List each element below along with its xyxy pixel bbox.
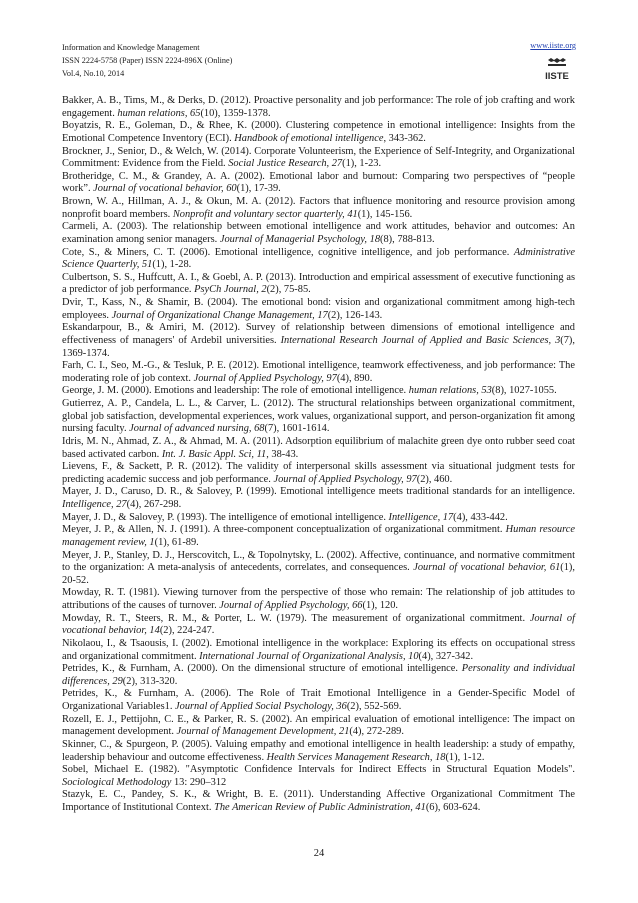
reference-text: Mowday, R. T. (1981). Viewing turnover from the perspective of those who remain: The relationship of job attitudes to attributions of the causes of turnover. <box>62 587 575 611</box>
reference-text: Rozell, E. J., Pettijohn, C. E., & Parker, R. S. (2002). An empirical evaluation of emotional intelligence: The impact on management development. <box>62 713 575 738</box>
reference-entry <box>62 436 575 461</box>
reference-entry <box>62 247 575 272</box>
reference-entry <box>62 120 575 145</box>
reference-text: Lievens, F., & Sackett, P. R. (2012). The validity of interpersonal skills assessment via situational judgment tests for predicting academic success and job performance. <box>62 461 575 485</box>
reference-pages: (8), 788-813. <box>380 233 435 245</box>
reference-pages: (1), 17-39. <box>236 183 281 195</box>
reference-entry <box>62 196 575 221</box>
reference-text: Brotheridge, C. M., & Grandey, A. A. (2002). Emotional labor and burnout: Comparing two perspectives of “people work”. <box>62 170 575 195</box>
reference-text: Petrides, K., & Furnham, A. (2000). On the dimensional structure of emotional intelligence. <box>62 663 462 675</box>
reference-pages: (1), 1-28. <box>152 259 192 271</box>
reference-entry <box>62 461 575 486</box>
reference-pages: (2), 313-320. <box>122 675 178 687</box>
reference-pages: (4), 272-289. <box>349 726 404 738</box>
reference-text: Meyer, J. P., Stanley, D. J., Herscovitch, L., & Topolnytsky, L. (2002). Affective, continuance, and normative commitment to the organization: A meta-analysis of antecedents, correlates, and consequences. <box>62 549 575 574</box>
reference-pages: (4), 890. <box>336 372 373 384</box>
reference-pages: (1), 145-156. <box>357 208 413 220</box>
reference-source: Journal of Management Development, 21 <box>176 726 350 738</box>
reference-text: Stazyk, E. C., Pandey, S. K., & Wright, B. E. (2011). Understanding Affective Organizational Commitment The Importance of Institutional Context. <box>62 789 575 813</box>
reference-pages: , 38-43. <box>266 448 299 460</box>
reference-pages: (4), 433-442. <box>453 511 508 523</box>
reference-text: Boyatzis, R. E., Goleman, D., & Rhee, K. (2000). Clustering competence in emotional intelligence: Insights from the Emotional Competence Inventory (ECI). <box>62 120 575 144</box>
reference-text: Sobel, Michael E. (1982). "Asymptotic Confidence Intervals for Indirect Effects in Structural Equation Models". <box>62 764 575 776</box>
reference-source: Journal of Applied Social Psychology, 36 <box>175 701 347 712</box>
reference-source: Int. J. Basic Appl. Sci, 11 <box>161 448 267 460</box>
reference-source: International Journal of Organizational Analysis, 10 <box>199 650 419 662</box>
reference-text: Mayer, J. D., Caruso, D. R., & Salovey, P. (1999). Emotional intelligence meets traditional standards for an intelligence. <box>62 486 575 498</box>
reference-source: Personality and individual differences, 29 <box>62 663 575 687</box>
reference-entry <box>62 638 575 663</box>
reference-pages: (1), 1-23. <box>342 158 382 170</box>
reference-source: Journal of Organizational Change Management, 17 <box>111 309 328 321</box>
reference-source: Journal of vocational behavior, 61 <box>413 562 561 574</box>
reference-entry <box>62 714 575 739</box>
journal-url-link[interactable]: www.iiste.org <box>530 41 576 50</box>
page-number: 24 <box>313 848 325 859</box>
reference-entry <box>62 322 575 360</box>
reference-entry <box>62 550 575 588</box>
issn-line: ISSN 2224-5758 (Paper) ISSN 2224-896X (Online) <box>62 56 233 65</box>
reference-pages: (4), 267-298. <box>126 499 182 510</box>
reference-entry <box>62 512 575 525</box>
reference-text: Culbertson, S. S., Huffcutt, A. I., & Goebl, A. P. (2013). Introduction and empirical assessment of executive functioning as a predictor of job performance. <box>62 271 575 296</box>
reference-pages: (2), 126-143. <box>327 309 383 321</box>
reference-entry <box>62 297 575 322</box>
reference-pages: (2), 552-569. <box>346 701 402 712</box>
reference-source: Intelligence, 27 <box>62 499 127 510</box>
reference-text: Mowday, R. T., Steers, R. M., & Porter, L. W. (1979). The measurement of organizational commitment. <box>62 612 530 624</box>
reference-source: Journal of advanced nursing, 68 <box>129 423 265 435</box>
reference-text: Brown, W. A., Hillman, A. J., & Okun, M. A. (2012). Factors that influence monitoring and resource provision among nonprofit board members. <box>62 196 575 220</box>
reference-pages: (1), 20-52. <box>62 562 575 586</box>
reference-source: Health Services Management Research, 18 <box>266 751 446 763</box>
reference-source: Nonprofit and voluntary sector quarterly, 41 <box>172 208 358 220</box>
reference-source: Administrative Science Quarterly, 51 <box>62 246 575 271</box>
reference-pages: 13: 290–312 <box>171 776 227 788</box>
reference-entry <box>62 688 575 713</box>
reference-source: PsyCh Journal, 2 <box>194 284 267 296</box>
reference-pages: (6), 603-624. <box>425 802 481 813</box>
reference-text: Skinner, C., & Spurgeon, P. (2005). Valuing empathy and emotional intelligence in health leadership: a study of empathy, leadership behaviour and outcome effectiveness. <box>62 738 575 763</box>
reference-entry <box>62 95 575 120</box>
reference-text: Dvir, T., Kass, N., & Shamir, B. (2004). The emotional bond: vision and organizational commitment among high-tech employees. <box>62 297 575 321</box>
reference-text: Bakker, A. B., Tims, M., & Derks, D. (2012). Proactive personality and job performance: The role of job crafting and work engagement. <box>62 95 575 119</box>
reference-text: Brockner, J., Senior, D., & Welch, W. (2014). Corporate Volunteerism, the Experience of Self-Integrity, and Organizational Commitment: Evidence from the Field. <box>62 145 575 170</box>
reference-entry <box>62 486 575 511</box>
reference-source: human relations, 65 <box>117 107 201 119</box>
reference-entry <box>62 360 575 385</box>
reference-pages: (1), 120. <box>362 600 399 611</box>
reference-pages: , 343-362. <box>383 132 426 144</box>
reference-entry <box>62 587 575 612</box>
reference-entry <box>62 663 575 688</box>
reference-source: Sociological Methodology <box>62 776 172 788</box>
reference-entry <box>62 221 575 246</box>
reference-pages: (2), 460. <box>416 473 453 485</box>
reference-source: Journal of vocational behavior, 60 <box>93 183 237 195</box>
reference-source: Intelligence, 17 <box>388 511 454 523</box>
reference-text: Idris, M. N., Ahmad, Z. A., & Ahmad, M. A. (2011). Adsorption equilibrium of malachite green dye onto rubber seed coat based activated carbon. <box>62 435 575 460</box>
reference-pages: (10), 1359-1378. <box>200 107 271 119</box>
reference-source: International Research Journal of Applied and Basic Sciences, 3 <box>280 334 561 346</box>
reference-entry <box>62 613 575 638</box>
reference-pages: (1), 1-12. <box>445 751 485 763</box>
reference-entry <box>62 789 575 814</box>
reference-source: Journal of vocational behavior, 14 <box>62 612 575 637</box>
reference-pages: (8), 1027-1055. <box>491 385 557 397</box>
reference-list <box>62 95 575 815</box>
reference-text: Eskandarpour, B., & Amiri, M. (2012). Survey of relationship between dimensions of emotional intelligence and effectiveness of managers' of Ardebil universities. <box>62 322 575 346</box>
journal-name: Information and Knowledge Management <box>62 43 200 52</box>
reference-entry <box>62 739 575 764</box>
reference-entry <box>62 524 575 549</box>
reference-pages: (2), 75-85. <box>266 284 311 296</box>
reference-source: Journal of Applied Psychology, 66 <box>219 600 363 611</box>
reference-pages: (2), 224-247. <box>159 625 215 637</box>
reference-source: Handbook of emotional intelligence <box>234 132 384 144</box>
reference-text: Gutierrez, A. P., Candela, L. L., & Carver, L. (2012). The structural relationships between organizational commitment, global job satisfaction, developmental experiences, work values, organizational support, and person‐organization fit among nursing faculty. <box>62 398 575 435</box>
reference-text: Nikolaou, I., & Tsaousis, I. (2002). Emotional intelligence in the workplace: Exploring its effects on occupational stress and organizational commitment. <box>62 637 575 662</box>
reference-entry <box>62 385 575 398</box>
page-header <box>62 41 576 85</box>
reference-source: Social Justice Research, 27 <box>228 158 343 170</box>
reference-entry <box>62 146 575 171</box>
reference-text: Carmeli, A. (2003). The relationship between emotional intelligence and work attitudes, behavior and outcomes: An examination among senior managers. <box>62 221 575 245</box>
reference-pages: (4), 327-342. <box>418 650 474 662</box>
reference-entry <box>62 272 575 297</box>
reference-entry <box>62 171 575 196</box>
reference-pages: (1), 61-89. <box>154 536 199 548</box>
reference-text: Cote, S., & Miners, C. T. (2006). Emotional intelligence, cognitive intelligence, and job performance. <box>62 246 514 258</box>
logo-wordmark: IISTE <box>545 71 569 82</box>
reference-text: Farh, C. I., Seo, M.-G., & Tesluk, P. E. (2012). Emotional intelligence, teamwork effectiveness, and job performance: The moderating role of job context. <box>62 360 575 384</box>
reference-text: Petrides, K., & Furnham, A. (2006). The Role of Trait Emotional Intelligence in a Gender‐Specific Model of Organizational Variables1. <box>62 688 575 712</box>
iiste-logo <box>542 57 572 83</box>
volume-line: Vol.4, No.10, 2014 <box>62 69 125 78</box>
reference-source: human relations, 53 <box>408 385 492 397</box>
reference-entry <box>62 398 575 436</box>
reference-text: Meyer, J. P., & Allen, N. J. (1991). A three-component conceptualization of organizational commitment. <box>62 524 506 536</box>
reference-pages: (7), 1369-1374. <box>62 334 575 359</box>
reference-text: George, J. M. (2000). Emotions and leadership: The role of emotional intelligence. <box>62 385 409 397</box>
reference-pages: (7), 1601-1614. <box>264 423 330 435</box>
reference-source: The American Review of Public Administration, 41 <box>214 802 426 813</box>
reference-source: Journal of Applied Psychology, 97 <box>193 372 337 384</box>
reference-source: Journal of Applied Psychology, 97 <box>273 473 417 485</box>
reference-source: Journal of Managerial Psychology, 18 <box>219 233 381 245</box>
reference-source: Human resource management review, 1 <box>62 524 575 548</box>
reference-entry <box>62 764 575 789</box>
reference-text: Mayer, J. D., & Salovey, P. (1993). The intelligence of emotional intelligence. <box>62 511 389 523</box>
